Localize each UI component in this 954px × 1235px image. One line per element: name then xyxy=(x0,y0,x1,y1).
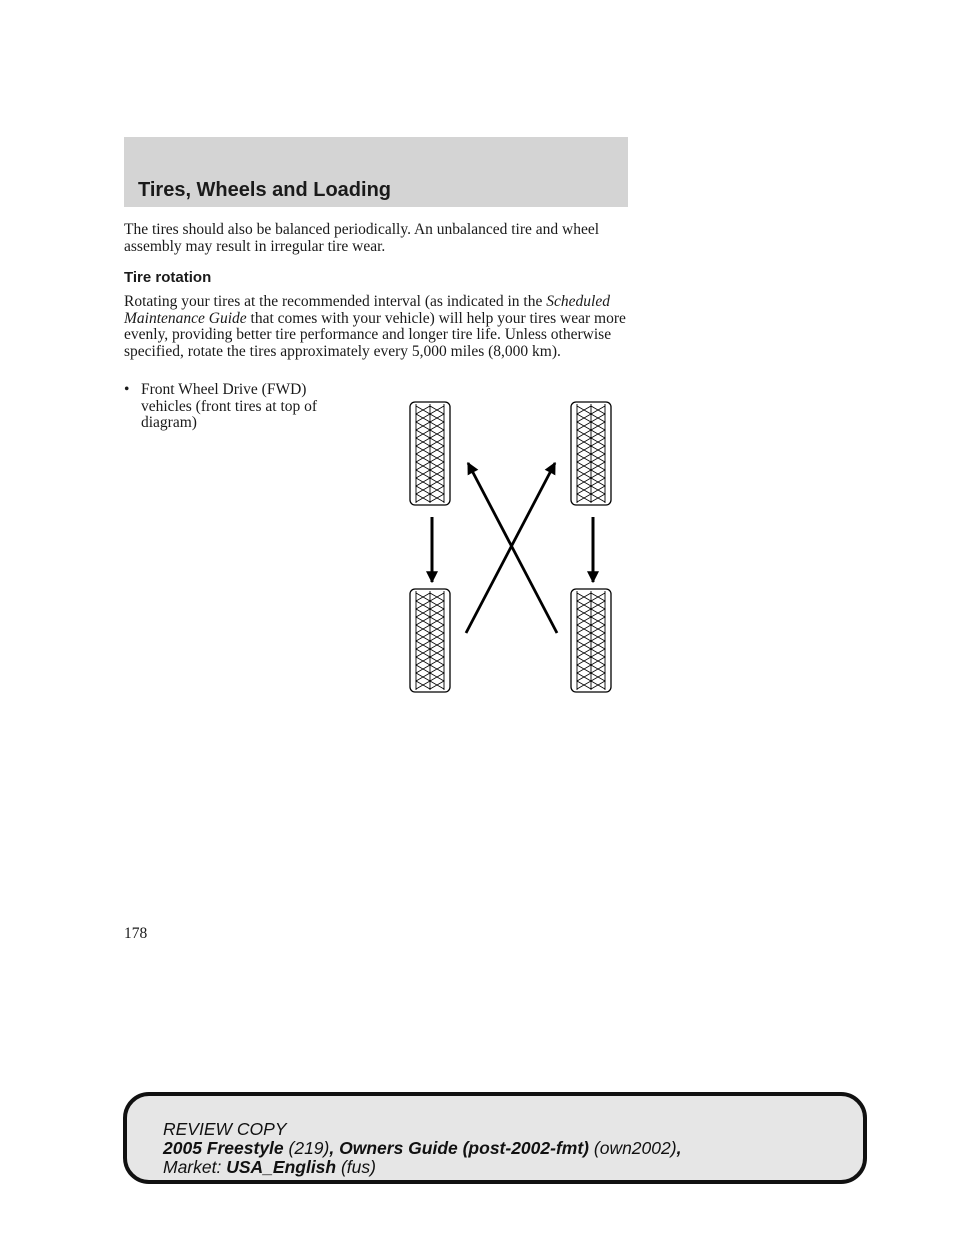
review-guide-line xyxy=(163,1139,681,1158)
model-name: 2005 Freestyle xyxy=(163,1138,284,1158)
section-header xyxy=(124,137,628,207)
separator-1: , xyxy=(329,1138,340,1158)
market-label: Market: xyxy=(163,1157,227,1177)
market-name: USA_English xyxy=(226,1157,337,1177)
page-number: 178 xyxy=(124,925,148,942)
separator-2: , xyxy=(676,1138,682,1158)
tire-rotation-heading: Tire rotation xyxy=(124,269,212,286)
tire-rotation-diagram xyxy=(400,395,630,700)
guide-name: Owners Guide (post-2002-fmt) xyxy=(339,1138,590,1158)
review-copy-label: REVIEW COPY xyxy=(163,1119,287,1139)
review-copy-text xyxy=(163,1120,681,1177)
fwd-bullet-text: Front Wheel Drive (FWD) vehicles (front tires at top of diagram) xyxy=(141,381,318,431)
maintenance-guide-title: Scheduled Maintenance Guide xyxy=(124,293,610,327)
review-market-line xyxy=(163,1158,681,1177)
rotation-text-part1: Rotating your tires at the recommended interval (as indicated in the xyxy=(124,293,547,310)
model-code: (219) xyxy=(283,1138,330,1158)
guide-code: (own2002) xyxy=(589,1138,677,1158)
rotation-paragraph xyxy=(124,294,628,360)
review-copy-box xyxy=(123,1092,867,1184)
section-title: Tires, Wheels and Loading xyxy=(138,179,392,201)
tire-front-left xyxy=(410,402,450,505)
rotation-text-part2: that comes with your vehicle) will help your tires wear more evenly, providing better tire performance and longer tire life. Unless otherwise specified, rotate the tires approximately every 5,000 miles (8,000 km). xyxy=(124,309,626,360)
arrow-rear-right-to-front-left xyxy=(468,463,557,633)
market-code: (fus) xyxy=(336,1157,376,1177)
tire-rear-right xyxy=(571,589,611,692)
bullet-marker: • xyxy=(124,381,130,398)
arrow-rear-left-to-front-right xyxy=(466,463,555,633)
tire-front-right xyxy=(571,402,611,505)
balance-paragraph: The tires should also be balanced periodically. An unbalanced tire and wheel assembly may result in irregular tire wear. xyxy=(124,221,600,255)
tire-rear-left xyxy=(410,589,450,692)
